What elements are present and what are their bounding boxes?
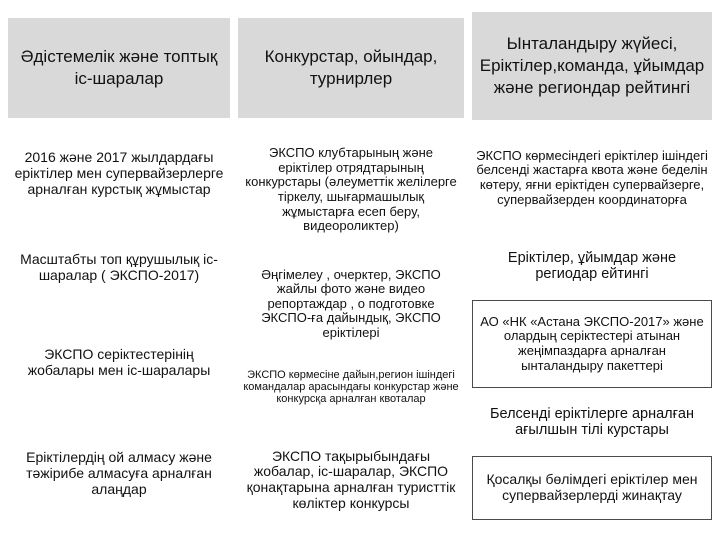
item-label: Масштабты топ құрушылық іс-шаралар ( ЭКСПО-2017) xyxy=(20,251,218,283)
item-label: Еріктілер, ұйымдар және региодар ейтингі xyxy=(507,249,677,282)
item-label: ЭКСПО көрмесіндегі еріктілер ішіндегі белсенді жастарға квота және беделін көтеру, яғни еріктіден супервайзерге, супервайзерден координаторға xyxy=(476,147,708,207)
item-label: Белсенді еріктілерге арналған ағылшын тілі курстары xyxy=(490,405,694,438)
list-item xyxy=(238,352,464,422)
column-header-label: Әдістемелік және топтық іс-шаралар xyxy=(20,46,218,88)
column-header xyxy=(8,18,230,118)
item-label: АО «НК «Астана ЭКСПО-2017» және олардың серіктестері атынан жеңімпаздарға арналған ынталандыру пакеттері xyxy=(480,313,704,373)
item-label: Еріктілердің ой алмасу және тәжірибе алмасуға арналған алаңдар xyxy=(26,449,212,497)
item-label: ЭКСПО тақырыбындағы жобалар, іс-шаралар, ЭКСПО қонақтарына арналған туристтік көліктер конкурсы xyxy=(246,447,456,511)
item-label: ЭКСПО көрмесіне дайын,регион ішіндегі командалар арасындағы конкурстар және конкурсқа арналған квоталар xyxy=(243,368,459,406)
item-label: Әңгімелеу , очерктер, ЭКСПО жайлы фото және видео репортаждар , о подготовке ЭКСПО-ға дайындық, ЭКСПО еріктілері xyxy=(261,266,441,340)
item-label: ЭКСПО серіктестерінің жобалары мен іс-шаралары xyxy=(27,346,211,378)
list-item xyxy=(238,126,464,254)
column-incentives xyxy=(472,0,712,540)
list-item xyxy=(472,456,712,520)
column-methodological xyxy=(8,0,230,540)
item-label: ЭКСПО клубтарының және еріктілер отрядтарының конкурстары (әлеуметтік желілерге тіркелу, шығармашылық жұмыстарға есеп беру, видеороликтер) xyxy=(245,145,457,234)
column-header xyxy=(238,18,464,118)
list-item xyxy=(8,414,230,534)
list-item xyxy=(8,318,230,408)
column-header-label: Ынталандыру жүйесі, Еріктілер,команда, ұйымдар және региондар рейтингі xyxy=(479,33,705,98)
item-label: Қосалқы бөлімдегі еріктілер мен супервайзерлерді жинақтау xyxy=(486,471,698,503)
column-header xyxy=(472,12,712,120)
column-header-label: Конкурстар, ойындар, турнирлер xyxy=(264,46,438,88)
item-label: 2016 және 2017 жылдардағы еріктілер мен супервайзерлерге арналған курстық жұмыстар xyxy=(14,149,224,197)
list-item xyxy=(8,126,230,222)
list-item xyxy=(472,126,712,230)
list-item xyxy=(238,262,464,346)
list-item xyxy=(472,300,712,388)
list-item xyxy=(8,226,230,310)
list-item xyxy=(472,240,712,292)
column-contests xyxy=(238,0,464,540)
list-item xyxy=(472,394,712,450)
list-item xyxy=(238,430,464,530)
